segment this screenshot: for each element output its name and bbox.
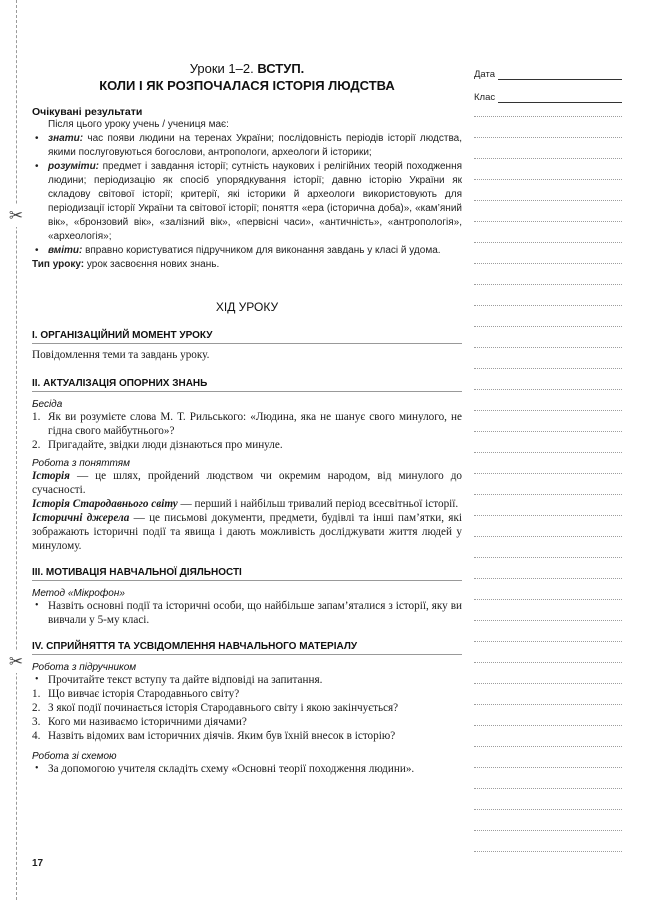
note-line (474, 432, 622, 453)
textbook-task: • Прочитайте текст вступу та дайте відповіді на запитання. (35, 674, 323, 686)
note-line (474, 537, 622, 558)
note-line (474, 306, 622, 327)
date-field[interactable] (498, 67, 622, 80)
note-line (474, 264, 622, 285)
result-able: • вміти: вправно користуватися підручником для виконання завдань у класі й удома. (35, 245, 441, 256)
date-row (474, 60, 622, 80)
note-line (474, 495, 622, 516)
note-line (474, 831, 622, 852)
subsection-concepts: Робота з поняттям (32, 458, 130, 469)
note-line (474, 474, 622, 495)
textbook-question: 4. Назвіть відомих вам історичних діячів. Яким був їхній внесок в історію? (32, 730, 396, 742)
lesson-type: Тип уроку: урок засвоєння нових знань. (32, 259, 220, 270)
note-line (474, 747, 622, 768)
subsection-conversation: Бесіда (32, 399, 63, 410)
note-line (474, 201, 622, 222)
note-line (474, 96, 622, 117)
note-line (474, 243, 622, 264)
note-line (474, 663, 622, 684)
results-heading: Очікувані результати (32, 106, 143, 118)
class-label: Клас (474, 92, 496, 103)
scissors-icon: ✂ (5, 651, 27, 673)
results-intro: Після цього уроку учень / учениця має: (48, 119, 229, 130)
subsection-microphone: Метод «Мікрофон» (32, 588, 125, 599)
note-line (474, 768, 622, 789)
page-title: КОЛИ І ЯК РОЗПОЧАЛАСЯ ІСТОРІЯ ЛЮДСТВА (99, 78, 395, 93)
textbook-question: 3. Кого ми називаємо історичними діячами? (32, 716, 247, 728)
note-line (474, 159, 622, 180)
question-1: 1. Як ви розумієте слова М. Т. Рильського: «Людина, яка не шанує свого минулого, не гідна свого майбутнього»? (32, 411, 462, 437)
page-number: 17 (32, 858, 44, 869)
note-line (474, 684, 622, 705)
note-line (474, 789, 622, 810)
textbook-question: 1. Що вивчає історія Стародавнього світу? (32, 688, 240, 700)
note-line (474, 558, 622, 579)
section-1-title: I. ОРГАНІЗАЦІЙНИЙ МОМЕНТ УРОКУ (32, 330, 462, 344)
lesson-heading (32, 60, 462, 94)
lesson-number: Уроки 1–2. (189, 61, 254, 76)
term-ancient-history: Історія Стародавнього світу — перший і найбільш тривалий період всесвітньої історії. (32, 498, 459, 510)
result-know: • знати: час появи людини на теренах України; послідовність періодів історії людства, якими послуговуються богослови, антропологи, археологи й історики; (35, 133, 462, 158)
note-line (474, 222, 622, 243)
note-line (474, 411, 622, 432)
note-line (474, 369, 622, 390)
scissors-icon: ✂ (5, 205, 27, 227)
result-understand: • розуміти: предмет і завдання історії; сутність наукових і релігійних теорій походження людини; періодизацію як спосіб упорядкування історії; давню історію України як складову світової історії; критерії, які історики й археологи використовують для періодизації історії України та світової історії; поняття «ера (історична доба)», «кам’яний вік», «бронзовий вік», «залізний вік», «первісні часи», «античність», «антропологія», «археологія»; (35, 161, 463, 242)
section-3-title: III. МОТИВАЦІЯ НАВЧАЛЬНОЇ ДІЯЛЬНОСТІ (32, 567, 462, 581)
subsection-textbook: Робота з підручником (32, 662, 137, 673)
microphone-task: • Назвіть основні події та історичні особи, що найбільше запам’яталися з історії, яку ви вивчали у 5-му класі. (35, 600, 462, 626)
note-line (474, 726, 622, 747)
date-label: Дата (474, 69, 496, 80)
note-line (474, 579, 622, 600)
lesson-content (32, 60, 462, 776)
notes-lines (474, 96, 622, 852)
note-line (474, 621, 622, 642)
section-1-text: Повідомлення теми та завдань уроку. (32, 349, 210, 361)
note-line (474, 285, 622, 306)
cut-line (16, 0, 17, 900)
term-history: Історія — це шлях, пройдений людством чи окремим народом, від минулого до сучасності. (32, 470, 462, 496)
note-line (474, 600, 622, 621)
term-sources: Історичні джерела — це письмові документи, предмети, будівлі та інші пам’ятки, які зображають історичні події та явища і дають можливість досліджувати життя людей у минулому. (32, 512, 462, 552)
section-4-title: IV. СПРИЙНЯТТЯ ТА УСВІДОМЛЕННЯ НАВЧАЛЬНОГО МАТЕРІАЛУ (32, 641, 462, 655)
section-2-title: II. АКТУАЛІЗАЦІЯ ОПОРНИХ ЗНАНЬ (32, 378, 462, 392)
lesson-intro: ВСТУП. (257, 61, 305, 76)
scheme-task: • За допомогою учителя складіть схему «Основні теорії походження людини». (35, 763, 415, 775)
note-line (474, 348, 622, 369)
lesson-progress-heading: ХІД УРОКУ (215, 300, 279, 314)
note-line (474, 117, 622, 138)
note-line (474, 642, 622, 663)
textbook-question: 2. З якої події починається історія Стародавнього світу і якою закінчується? (32, 702, 399, 714)
note-line (474, 516, 622, 537)
note-line (474, 180, 622, 201)
note-line (474, 390, 622, 411)
subsection-scheme: Робота зі схемою (32, 751, 117, 762)
note-line (474, 453, 622, 474)
question-2: 2. Пригадайте, звідки люди дізнаються про минуле. (32, 439, 283, 451)
note-line (474, 810, 622, 831)
note-line (474, 705, 622, 726)
note-line (474, 327, 622, 348)
note-line (474, 138, 622, 159)
